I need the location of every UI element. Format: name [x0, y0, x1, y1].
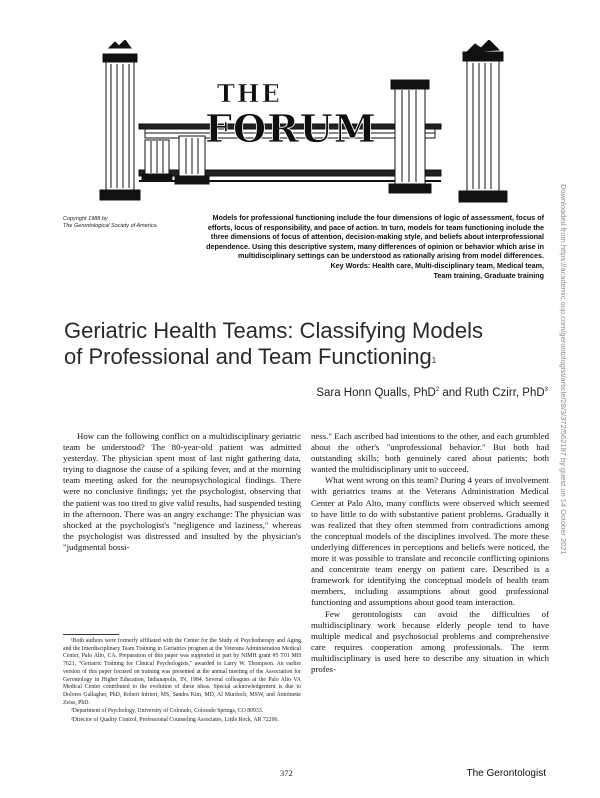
article-title-line1: Geriatric Health Teams: Classifying Models	[64, 318, 483, 343]
keywords-line1: Key Words: Health care, Multi-disciplinary team, Medical team,	[330, 260, 544, 270]
body-paragraph: ness." Each ascribed bad intentions to the other, and each grumbled about the other's "unprofessional behavior." But both had outstanding skills; both genuinely cared about patients; both wanted the multidisciplinary unit to succeed.	[311, 431, 549, 475]
author-1-mark: 2	[435, 387, 440, 394]
body-column-right	[311, 431, 549, 675]
copyright-line2: The Gerontological Society of America	[63, 223, 157, 229]
footnotes	[63, 638, 301, 726]
footnote-2: ²Department of Psychology, University of Colorado, Colorado Springs, CO 80933.	[71, 708, 264, 715]
footnote-3: ³Director of Quality Control, Professional Counseling Associates, Little Rock, AR 72206.	[71, 717, 279, 724]
keywords-line2: Team training, Graduate training	[433, 270, 544, 280]
abstract	[196, 213, 544, 280]
journal-name: The Gerontologist	[466, 768, 546, 779]
copyright-line1: Copyright 1988 by	[63, 216, 108, 222]
footnote-divider	[63, 634, 119, 635]
banner-title-forum: FORUM	[205, 106, 377, 151]
banner-title-the: THE	[217, 79, 282, 108]
article-title	[64, 318, 564, 370]
right-column-illustration	[459, 40, 507, 202]
abstract-text: Models for professional functioning include the four dimensions of logic of assessment, focus of efforts, locus of responsibility, and pace of action. In turn, models for team functioning include the three dimensions of focus of attention, decision-making style, and beliefs about interprofessional dependence. Using this descriptive system, many differences of opinion or behavior which arise in multidisciplinary settings can be understood as rationally arising from model differences.	[206, 213, 544, 261]
title-footnote-mark: 1	[431, 356, 437, 365]
article-title-line2: of Professional and Team Functioning	[64, 344, 432, 369]
authors	[316, 387, 548, 399]
body-paragraph: Few gerontologists can avoid the difficulties of multidisciplinary work because elderly people tend to have multiple medical and psychosocial problems and comprehensive care requires cooperation among professionals. The term multidisciplinary is used here to describe any situation in which profes-	[311, 608, 549, 674]
middle-column-illustration	[175, 136, 209, 184]
copyright-note	[63, 216, 183, 230]
article-title-line2-wrap	[64, 344, 564, 370]
left-short-column-illustration	[142, 140, 172, 181]
body-paragraph: How can the following conflict on a multidisciplinary geriatric team be understood? The 80-year-old patient was admitted yesterday. The physician spent most of last night gathering data, trying to diagnose the cause of a spiking fever, and at the morning team meeting asked for the neuropsychological findings. There were no conclusive findings; yet the psychologist, observing that the patient was too tired to give valid results, had suspended testing in the afternoon. There was an angry exchange: The physician was shocked at the psychologist's "negligence and laziness," whereas the psychologist was distressed and insulted by the physician's "judgmental bossi-	[63, 431, 301, 552]
page-number: 372	[280, 768, 293, 778]
author-conjunction: and	[439, 387, 465, 399]
body-column-left	[63, 431, 301, 553]
author-2: Ruth Czirr, PhD	[464, 387, 545, 399]
download-watermark: Downloaded from https://academic.oup.com/gerontologist/article/28/3/372/562187 by guest on 14 October 2021	[559, 184, 568, 555]
right-short-column-illustration	[389, 80, 431, 193]
body-paragraph: What went wrong on this team? During 4 years of involvement with geriatrics teams at the Veterans Administration Medical Center at Palo Alto, many conflicts were observed which seemed to have little to do with substantive patient problems. Gradually it was realized that they often stemmed from contradictions among the conceptual models of the disciplines involved. The more these underlying differences in perceptions and beliefs were noticed, the more it was possible to translate and reconcile conflicting opinions and concentrate team energy on patient care. Described is a framework for identifying the conceptual models of health team members, including assumptions about good professional functioning and assumptions about good team interaction.	[311, 475, 549, 608]
author-1: Sara Honn Qualls, PhD	[316, 387, 436, 399]
left-column-illustration	[100, 40, 140, 200]
forum-banner	[95, 40, 523, 220]
author-2-mark: 3	[544, 387, 548, 394]
footnote-1: ¹Both authors were formerly affiliated with the Center for the Study of Psychotherapy and Aging and the Interdisciplinary Team Training in Geriatrics program at the Veterans Administration Medical Center, Palo Alto, CA. Preparation of this paper was supported in part by NIMH grant #5 T01 MH 7621, "Geriatric Training for Clinical Psychologists," awarded to Larry W. Thompson. An earlier version of this paper focused on training was presented at the annual meeting of the Association for Gerontology in Higher Education, Indianapolis, IN, 1984. Several colleagues at the Palo Alto VA Medical Center contributed to the evolution of these ideas. Special acknowledgement is due to Dolores Gallagher, PhD, Robert Intrieri, MS, Sandra Kim, MD, Al Murdoch, MSW, and Antoinette Zeiss, PhD.	[63, 638, 301, 706]
